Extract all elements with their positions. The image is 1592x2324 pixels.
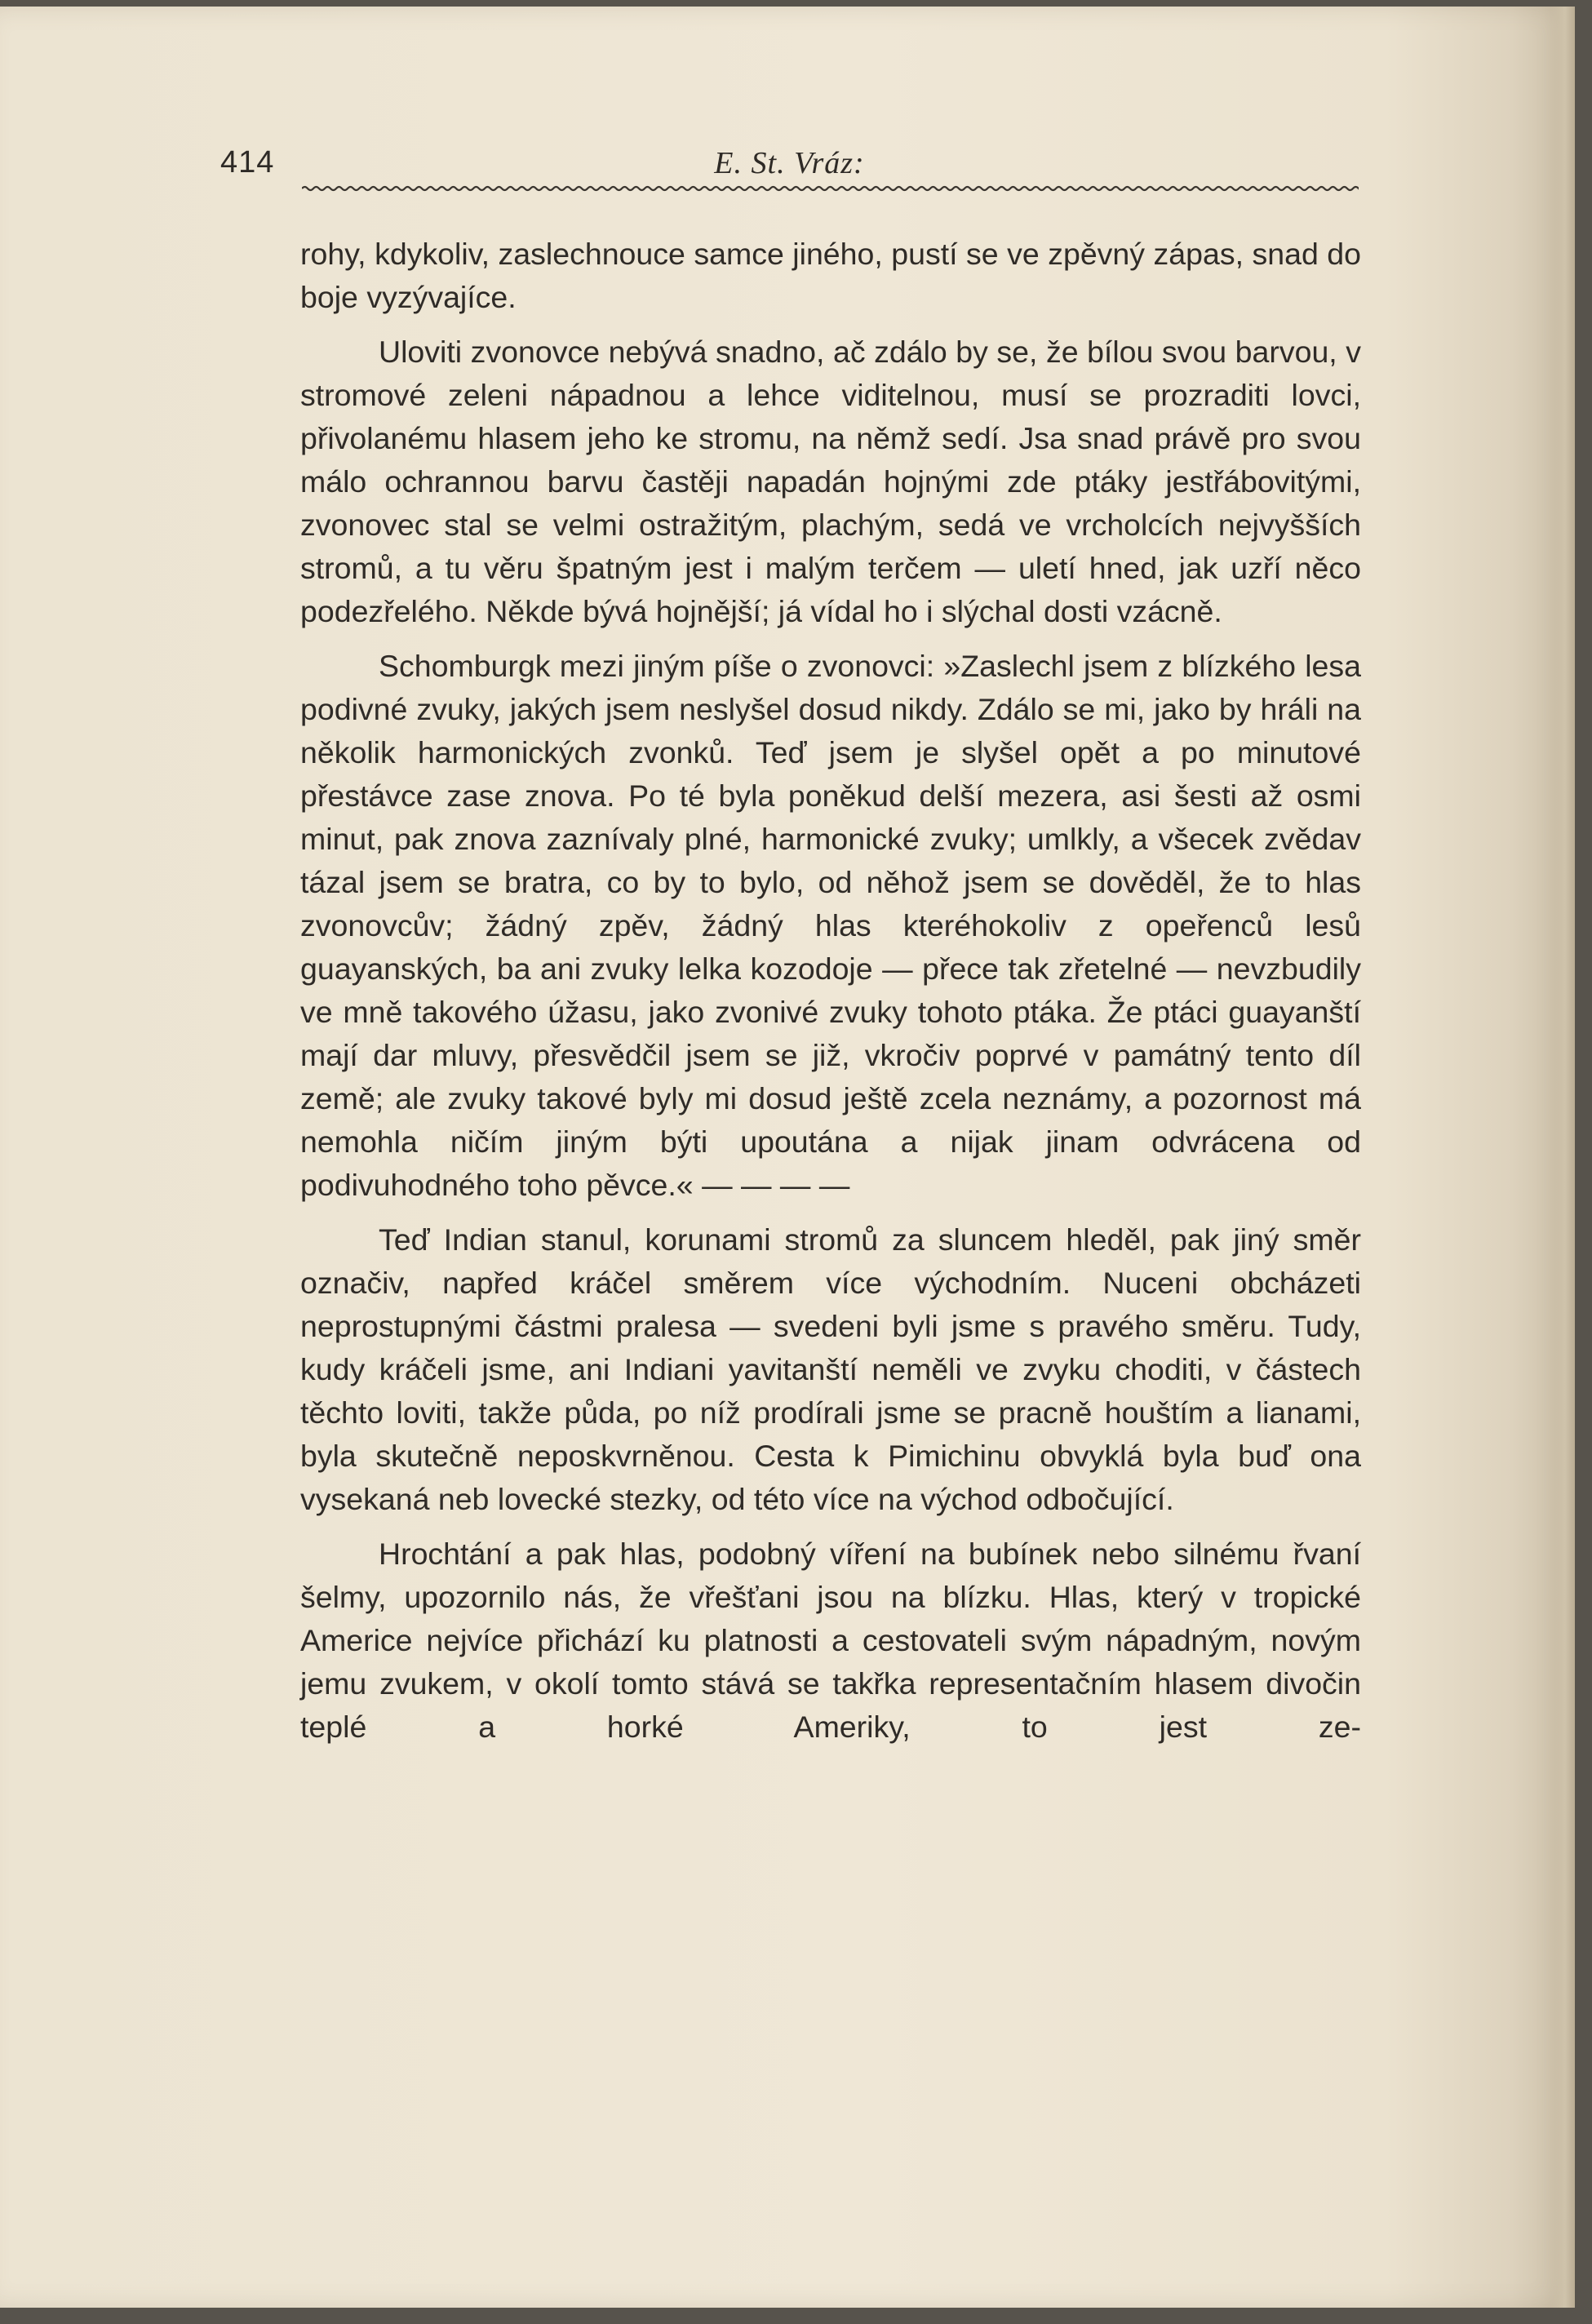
body-text	[300, 233, 1361, 1760]
paragraph-text: Teď Indian stanul, korunami stromů za sluncem hleděl, pak jiný směr označiv, napřed kráčel směrem více východním. Nuceni obcházeti neprostupnými částmi pralesa — svedeni byli jsme s pravého směru. Tudy, kudy kráčeli jsme, ani Indiani yavitanští neměli ve zvyku choditi, v částech těchto loviti, takže půda, po níž prodírali jsme se pracně houštím a lianami, byla skutečně neposkvrněnou. Cesta k Pimichinu obvyklá byla buď ona vysekaná neb lovecké stezky, od této více na východ odbočující.	[300, 1222, 1361, 1516]
header-wavy-rule	[302, 184, 1359, 193]
paragraph-text: Hrochtání a pak hlas, podobný víření na bubínek nebo silnému řvaní šelmy, upozornilo nás, že vřešťani jsou na blízku. Hlas, který v tropické Americe nejvíce přichází ku platnosti a cestovateli svým nápadným, novým jemu zvukem, v okolí tomto stává se takřka representačním hlasem divočin teplé a horké Ameriky, to jest ze-	[300, 1537, 1361, 1744]
paragraph-3	[300, 645, 1361, 1207]
page-header	[220, 145, 1359, 186]
page-edge-shadow	[1550, 7, 1575, 2308]
paragraph-1	[300, 233, 1361, 319]
paragraph-2	[300, 330, 1361, 633]
page-number: 414	[220, 145, 275, 180]
paragraph-4	[300, 1218, 1361, 1521]
running-head: E. St. Vráz:	[714, 146, 865, 180]
paragraph-text: rohy, kdykoliv, zaslechnouce samce jiného, pustí se ve zpěvný zápas, snad do boje vyzývajíce.	[300, 237, 1361, 314]
paragraph-text: Uloviti zvonovce nebývá snadno, ač zdálo by se, že bílou svou barvou, v stromové zeleni nápadnou a lehce viditelnou, musí se prozraditi lovci, přivolanému hlasem jeho ke stromu, na němž sedí. Jsa snad právě pro svou málo ochrannou barvu častěji napadán hojnými zde ptáky jestřábovitými, zvonovec stal se velmi ostražitým, plachým, sedá ve vrcholcích nejvyšších stromů, a tu věru špatným jest i malým terčem — uletí hned, jak uzří něco podezřelého. Někde bývá hojnější; já vídal ho i slýchal dosti vzácně.	[300, 335, 1361, 628]
paragraph-5	[300, 1532, 1361, 1749]
paragraph-text: Schomburgk mezi jiným píše o zvonovci: »Zaslechl jsem z blízkého lesa podivné zvuky, jakých jsem neslyšel dosud nikdy. Zdálo se mi, jako by hráli na několik harmonických zvonků. Teď jsem je slyšel opět a po minutové přestávce zase znova. Po té byla poněkud delší mezera, asi šesti až osmi minut, pak znova zaznívaly plné, harmonické zvuky; umlkly, a všecek zvědav tázal jsem se bratra, co by to bylo, od něhož jsem se dověděl, že to hlas zvonovcův; žádný zpěv, žádný hlas kteréhokoliv z opeřenců lesů guayanských, ba ani zvuky lelka kozodoje — přece tak zřetelné — nevzbudily ve mně takového úžasu, jako zvonivé zvuky tohoto ptáka. Že ptáci guayanští mají dar mluvy, přesvědčil jsem se již, vkročiv poprvé v památný tento díl země; ale zvuky takové byly mi dosud ještě zcela neznámy, a pozornost má nemohla ničím jiným býti upoutána a nijak jinam odvrácena od podivuhodného toho pěvce.« — — — —	[300, 649, 1361, 1202]
